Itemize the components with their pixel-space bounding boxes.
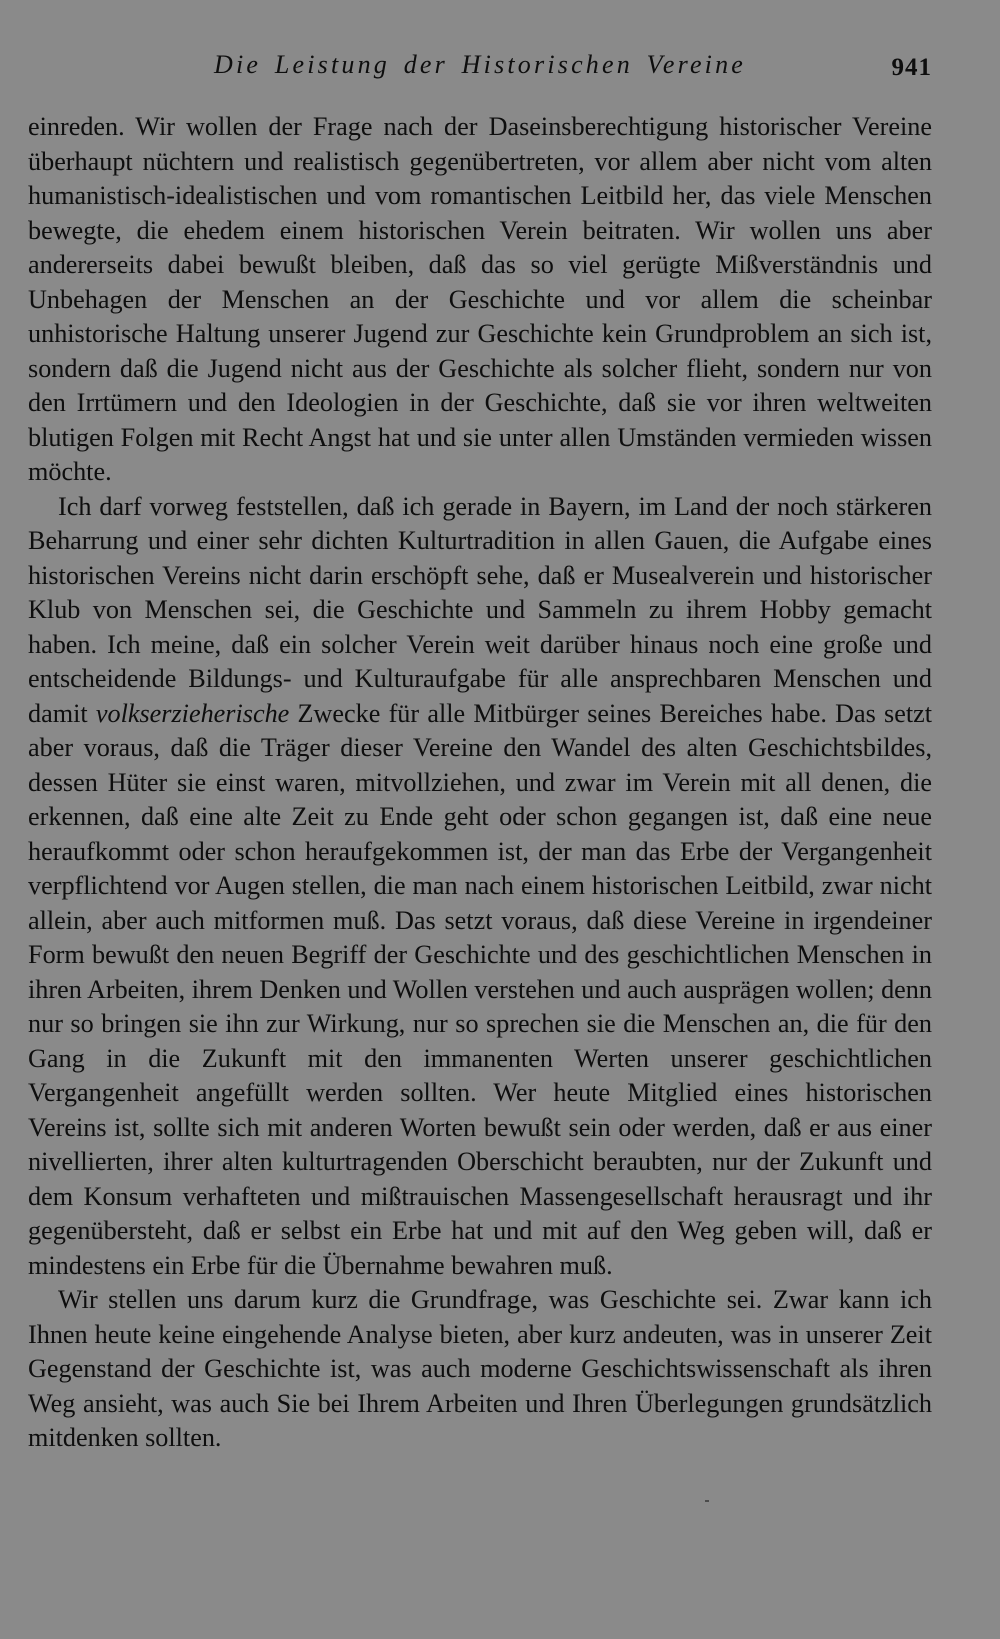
paragraph-1-text: einreden. Wir wollen der Frage nach der Daseinsberechtigung historischer Vereine überhaupt nüchtern und realistisch gegenübertreten, vor allem aber nicht vom alten humanistisch-idealistischen und vom romantischen Leitbild her, das viele Menschen bewegte, die ehedem einem historischen Verein beitraten. Wir wollen uns aber andererseits dabei bewußt bleiben, daß das so viel gerügte Mißverständnis und Unbehagen der Menschen an der Geschichte und vor allem die scheinbar unhistorische Haltung unserer Jugend zur Geschichte kein Grundproblem an sich ist, sondern daß die Jugend nicht aus der Geschichte als solcher flieht, sondern nur von den Irrtümern und den Ideologien in der Geschichte, daß sie vor ihren weltweiten blutigen Folgen mit Recht Angst hat und sie unter allen Umständen vermieden wissen möchte. <box>28 112 932 486</box>
print-speck <box>705 1500 709 1502</box>
emphasized-term: volkserzieherische <box>95 698 290 728</box>
paragraph-2 <box>28 490 932 1284</box>
running-title: Die Leistung der Historischen Vereine <box>214 50 747 79</box>
paragraph-2-text-a: Ich darf vorweg feststellen, daß ich gerade in Bayern, im Land der noch stärkeren Beharrung und einer sehr dichten Kulturtradition in allen Gauen, die Aufgabe eines historischen Vereins nicht darin erschöpft sehe, daß er Musealverein und historischer Klub von Menschen sei, die Geschichte und Sammeln zu ihrem Hobby gemacht haben. Ich meine, daß ein solcher Verein weit darüber hinaus noch eine große und entscheidende Bildungs- und Kulturaufgabe für alle ansprechbaren Menschen und damit <box>28 491 932 728</box>
paragraph-2-text-b: Zwecke für alle Mitbürger seines Bereiches habe. Das setzt aber voraus, daß die Träger dieser Vereine den Wandel des alten Geschichtsbildes, dessen Hüter sie einst waren, mitvollziehen, und zwar im Verein mit all denen, die erkennen, daß eine alte Zeit zu Ende geht oder schon gegangen ist, daß eine neue heraufkommt oder schon heraufgekommen ist, der man das Erbe der Vergangenheit verpflichtend vor Augen stellen, die man nach einem historischen Leitbild, zwar nicht allein, aber auch mitformen muß. Das setzt voraus, daß diese Vereine in irgendeiner Form bewußt den neuen Begriff der Geschichte und des geschichtlichen Menschen in ihren Arbeiten, ihrem Denken und Wollen verstehen und auch ausprägen wollen; denn nur so bringen sie ihn zur Wirkung, nur so sprechen sie die Menschen an, die für den Gang in die Zukunft mit den immanenten Werten unserer geschichtlichen Vergangenheit angefüllt werden sollten. Wer heute Mitglied eines historischen Vereins ist, sollte sich mit anderen Worten bewußt sein oder werden, daß er aus einer nivellierten, ihrer alten kulturtragenden Oberschicht beraubten, nur der Zukunft und dem Konsum verhafteten und mißtrauischen Massengesellschaft herausragt und ihr gegenübersteht, daß er selbst ein Erbe hat und mit auf den Weg geben will, daß er mindestens ein Erbe für die Übernahme bewahren muß. <box>28 698 933 1280</box>
paragraph-3-text: Wir stellen uns darum kurz die Grundfrage, was Geschichte sei. Zwar kann ich Ihnen heute keine eingehende Analyse bieten, aber kurz andeuten, was in unserer Zeit Gegenstand der Geschichte ist, was auch moderne Geschichtswissenschaft als ihren Weg ansieht, was auch Sie bei Ihrem Arbeiten und Ihren Überlegungen grundsätzlich mitdenken sollten. <box>28 1285 932 1452</box>
body-text <box>28 110 932 1456</box>
page-number: 941 <box>891 54 932 81</box>
running-head <box>28 50 932 90</box>
paragraph-1 <box>28 110 932 490</box>
book-page <box>28 0 932 1639</box>
paragraph-3 <box>28 1283 932 1456</box>
